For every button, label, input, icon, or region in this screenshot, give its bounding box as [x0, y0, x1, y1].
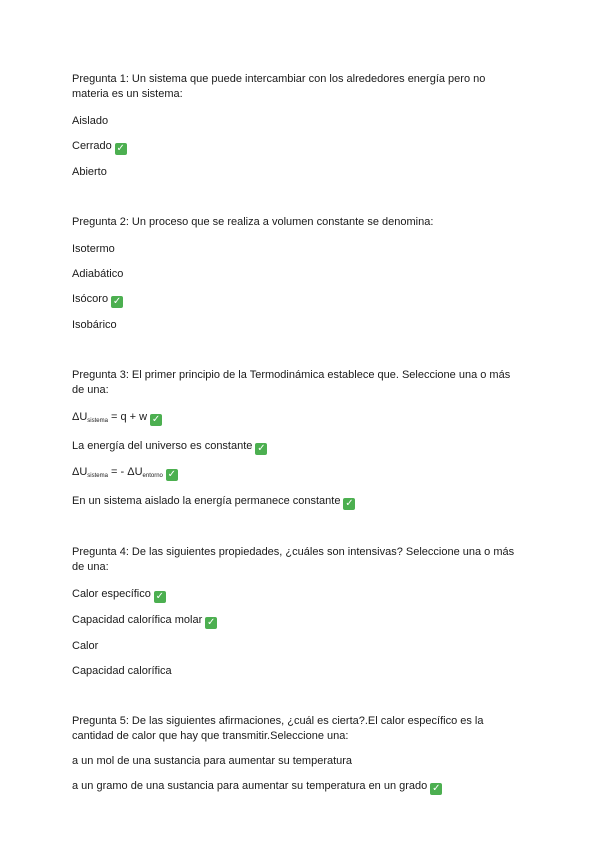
question-1-option: Cerrado ✓ — [72, 140, 125, 154]
check-mark-icon: ✓ — [151, 414, 161, 425]
quiz-document — [72, 72, 522, 795]
check-mark-icon: ✓ — [345, 498, 354, 509]
question-4-option: Calor específico ✓ — [72, 588, 165, 602]
question-4-option: Capacidad calorífica molar ✓ — [72, 614, 216, 628]
question-4-text: Pregunta 4: De las siguientes propiedades, ¿cuáles son intensivas? Seleccione una o más de una: — [72, 546, 515, 573]
question-5-option: a un mol de una sustancia para aumentar su temperatura — [72, 755, 353, 767]
check-mark-icon: ✓ — [432, 783, 441, 794]
question-3-option: $\Delta U_{sistema}$ = - $\Delta U_{entorno}$ ✓ — [72, 466, 177, 480]
question-1-option: Abierto — [72, 166, 107, 178]
check-mark-icon: ✓ — [207, 617, 216, 628]
check-mark-icon: ✓ — [257, 443, 266, 454]
question-5-option: a un gramo de una sustancia para aumentar su temperatura en un grado ✓ — [72, 780, 441, 794]
check-mark-icon: ✓ — [167, 469, 177, 480]
question-4-option: Calor — [72, 640, 99, 652]
check-mark-icon: ✓ — [155, 591, 165, 602]
question-3-option: La energía del universo es constante ✓ — [72, 440, 266, 454]
check-mark-icon: ✓ — [116, 143, 125, 154]
question-1-option: Aislado — [72, 115, 109, 127]
question-1-text: Pregunta 1: Un sistema que puede intercambiar con los alrededores energía pero no materia es un sistema: — [72, 73, 486, 100]
question-3-option: En un sistema aislado la energía permanece constante ✓ — [72, 495, 354, 509]
question-2-option: Isócoro ✓ — [72, 293, 122, 307]
question-4-option: Capacidad calorífica — [72, 665, 172, 677]
question-2-option: Adiabático — [72, 268, 124, 280]
question-2-option: Isobárico — [72, 319, 117, 331]
check-mark-icon: ✓ — [112, 296, 122, 307]
question-2-option: Isotermo — [72, 243, 115, 255]
question-3-text: Pregunta 3: El primer principio de la Termodinámica establece que. Seleccione una o más de una: — [72, 369, 511, 396]
question-2-text: Pregunta 2: Un proceso que se realiza a volumen constante se denomina: — [72, 216, 434, 228]
question-3-option: $\Delta U_{sistema} = q + w$ ✓ — [72, 411, 161, 425]
question-5-text: Pregunta 5: De las siguientes afirmaciones, ¿cuál es cierta?.El calor específico es la cantidad de calor que hay que transmitir.Seleccione una: — [72, 715, 484, 742]
